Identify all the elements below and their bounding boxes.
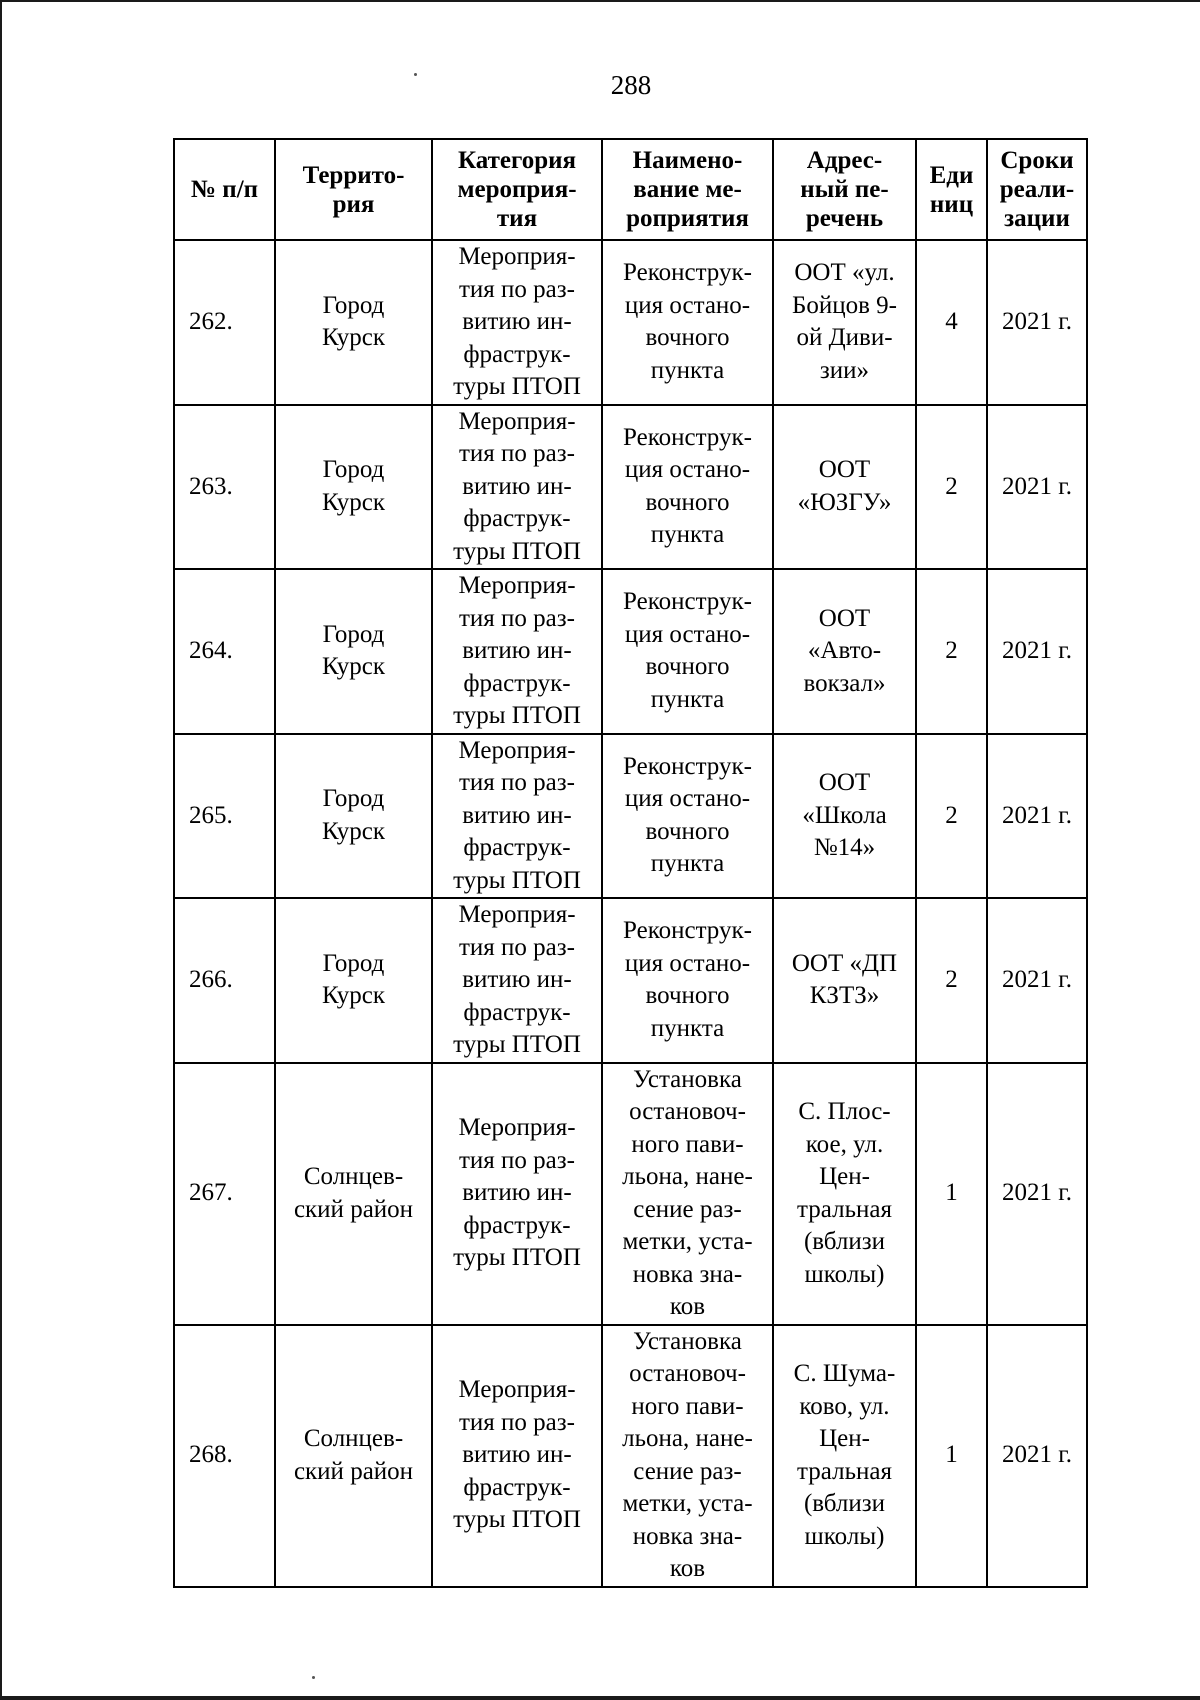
table-row: [174, 569, 1087, 734]
cell-territory: Город Курск: [275, 569, 432, 734]
cell-category: Мероприя- тия по раз- витию ин- фраструк- туры ПТОП: [432, 734, 602, 899]
cell-category: Мероприя- тия по раз- витию ин- фраструк- туры ПТОП: [432, 569, 602, 734]
table-row: [174, 898, 1087, 1063]
cell-term: 2021 г.: [987, 569, 1087, 734]
cell-number: 262.: [174, 240, 275, 405]
cell-territory: Город Курск: [275, 898, 432, 1063]
cell-term: 2021 г.: [987, 1063, 1087, 1325]
cell-term: 2021 г.: [987, 1325, 1087, 1587]
cell-address: С. Плос- кое, ул. Цен- тральная (вблизи школы): [773, 1063, 916, 1325]
cell-address: ООТ «Школа №14»: [773, 734, 916, 899]
table-row: [174, 1325, 1087, 1587]
cell-category: Мероприя- тия по раз- витию ин- фраструк- туры ПТОП: [432, 1063, 602, 1325]
cell-address: ООТ «Авто- вокзал»: [773, 569, 916, 734]
cell-category: Мероприя- тия по раз- витию ин- фраструк- туры ПТОП: [432, 405, 602, 570]
cell-units: 4: [916, 240, 987, 405]
cell-number: 263.: [174, 405, 275, 570]
cell-number: 267.: [174, 1063, 275, 1325]
table-row: [174, 1063, 1087, 1325]
header-number: № п/п: [174, 139, 275, 240]
cell-territory: Солнцев- ский район: [275, 1325, 432, 1587]
cell-category: Мероприя- тия по раз- витию ин- фраструк- туры ПТОП: [432, 898, 602, 1063]
cell-name: Реконструк- ция остано- вочного пункта: [602, 898, 773, 1063]
cell-territory: Город Курск: [275, 405, 432, 570]
cell-term: 2021 г.: [987, 240, 1087, 405]
page-number: 288: [610, 70, 652, 100]
cell-number: 268.: [174, 1325, 275, 1587]
cell-category: Мероприя- тия по раз- витию ин- фраструк- туры ПТОП: [432, 1325, 602, 1587]
cell-address: ООТ «ул. Бойцов 9- ой Диви- зии»: [773, 240, 916, 405]
cell-name: Реконструк- ция остано- вочного пункта: [602, 240, 773, 405]
cell-number: 264.: [174, 569, 275, 734]
scan-edge-left: [0, 0, 2, 1700]
cell-number: 265.: [174, 734, 275, 899]
cell-address: ООТ «ДП КЗТЗ»: [773, 898, 916, 1063]
header-category: Категория мероприя- тия: [432, 139, 602, 240]
cell-number: 266.: [174, 898, 275, 1063]
cell-name: Реконструк- ция остано- вочного пункта: [602, 569, 773, 734]
table-row: [174, 240, 1087, 405]
cell-name: Реконструк- ция остано- вочного пункта: [602, 405, 773, 570]
cell-name: Реконструк- ция остано- вочного пункта: [602, 734, 773, 899]
cell-units: 1: [916, 1063, 987, 1325]
cell-name: Установка остановоч- ного пави- льона, нане- сение раз- метки, уста- новка зна- ков: [602, 1063, 773, 1325]
cell-address: С. Шума- ково, ул. Цен- тральная (вблизи школы): [773, 1325, 916, 1587]
table-header-row: [174, 139, 1087, 240]
cell-address: ООТ «ЮЗГУ»: [773, 405, 916, 570]
table-row: [174, 734, 1087, 899]
cell-units: 2: [916, 405, 987, 570]
cell-term: 2021 г.: [987, 898, 1087, 1063]
header-term: Сроки реали- зации: [987, 139, 1087, 240]
scan-edge-top: [0, 0, 1200, 2]
cell-territory: Город Курск: [275, 240, 432, 405]
header-name: Наимено- вание ме- роприятия: [602, 139, 773, 240]
measures-table: [173, 138, 1088, 1588]
cell-category: Мероприя- тия по раз- витию ин- фраструк- туры ПТОП: [432, 240, 602, 405]
cell-term: 2021 г.: [987, 405, 1087, 570]
scan-speck: [312, 1676, 315, 1679]
cell-term: 2021 г.: [987, 734, 1087, 899]
header-address: Адрес- ный пе- речень: [773, 139, 916, 240]
header-territory: Террито- рия: [275, 139, 432, 240]
cell-units: 1: [916, 1325, 987, 1587]
cell-territory: Город Курск: [275, 734, 432, 899]
cell-units: 2: [916, 569, 987, 734]
scan-edge-bottom: [0, 1696, 1200, 1700]
header-units: Еди ниц: [916, 139, 987, 240]
cell-units: 2: [916, 898, 987, 1063]
table-row: [174, 405, 1087, 570]
cell-units: 2: [916, 734, 987, 899]
cell-name: Установка остановоч- ного пави- льона, нане- сение раз- метки, уста- новка зна- ков: [602, 1325, 773, 1587]
cell-territory: Солнцев- ский район: [275, 1063, 432, 1325]
